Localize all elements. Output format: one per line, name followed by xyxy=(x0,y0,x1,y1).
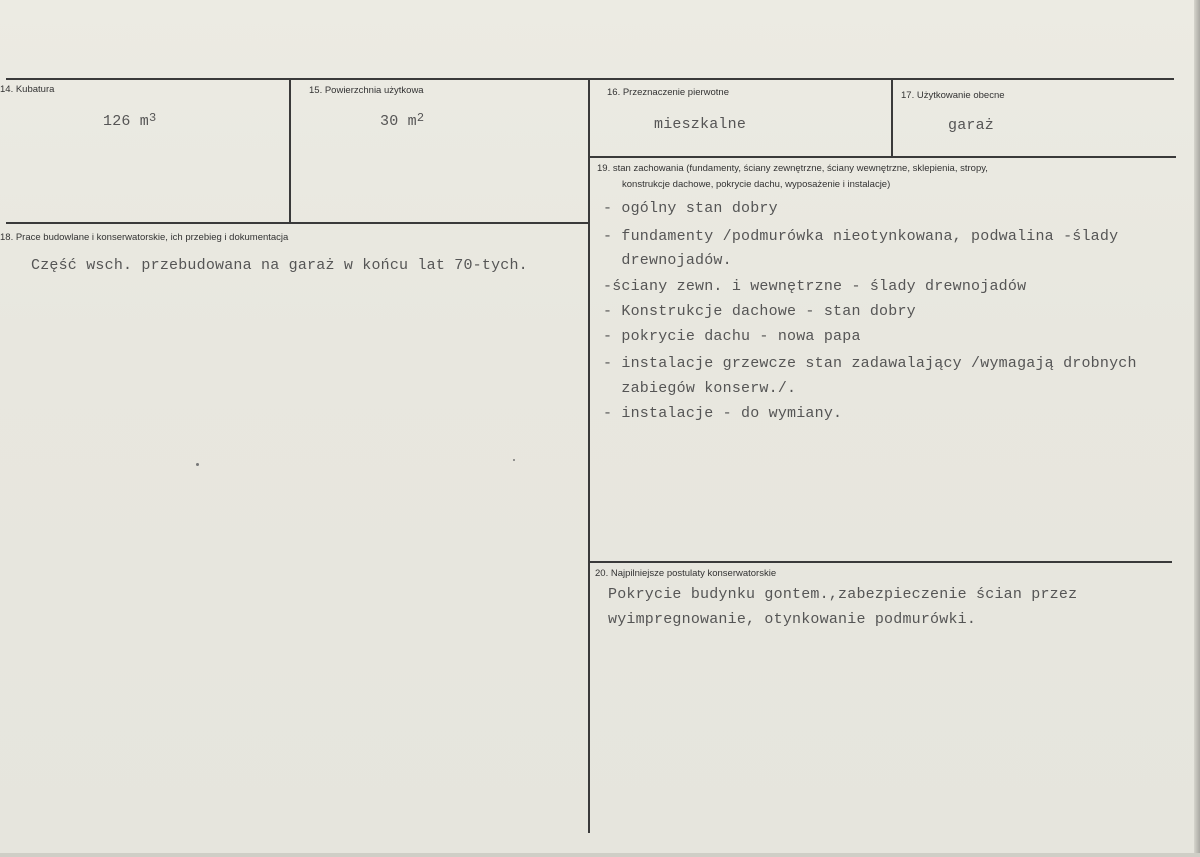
field-14-label: 14. Kubatura xyxy=(0,84,55,95)
condition-line: - fundamenty /podmurówka nieotynkowana, podwalina -ślady xyxy=(603,228,1119,245)
card-bottom-edge xyxy=(0,853,1200,857)
field-19-label-line-1: 19. stan zachowania (fundamenty, ściany zewnętrzne, ściany wewnętrzne, sklepienia, stropy, xyxy=(597,163,988,174)
field-14-value xyxy=(103,113,156,130)
field-17-value: garaż xyxy=(948,117,995,134)
field-15-label: 15. Powierzchnia użytkowa xyxy=(309,85,424,96)
field-20-label: 20. Najpilniejsze postulaty konserwatorskie xyxy=(595,568,777,579)
paper-speck xyxy=(513,459,515,461)
rule-above-20 xyxy=(590,561,1172,563)
field-17-label: 17. Użytkowanie obecne xyxy=(901,90,1005,101)
condition-line: - instalacje - do wymiany. xyxy=(603,405,843,422)
rule-under-16-17 xyxy=(590,156,1176,158)
field-20-line-2: wyimpregnowanie, otynkowanie podmurówki. xyxy=(608,611,977,628)
rule-under-14-15 xyxy=(6,222,590,224)
field-16-value: mieszkalne xyxy=(654,116,747,133)
powierzchnia-exponent: 2 xyxy=(416,111,425,125)
condition-line: drewnojadów. xyxy=(603,252,732,269)
condition-line: - ogólny stan dobry xyxy=(603,200,778,217)
field-18-value: Część wsch. przebudowana na garaż w końcu lat 70-tych. xyxy=(31,257,528,274)
divider-16-17 xyxy=(891,78,893,156)
divider-left-right xyxy=(588,78,590,833)
powierzchnia-number: 30 m xyxy=(380,113,417,130)
condition-line: - instalacje grzewcze stan zadawalający /wymagają drobnych xyxy=(603,355,1137,372)
paper-speck xyxy=(196,463,199,466)
condition-line: zabiegów konserw./. xyxy=(603,380,797,397)
kubatura-exponent: 3 xyxy=(149,111,157,125)
divider-14-15 xyxy=(289,78,291,224)
condition-line: - Konstrukcje dachowe - stan dobry xyxy=(603,303,916,320)
field-16-label: 16. Przeznaczenie pierwotne xyxy=(607,87,729,98)
top-rule xyxy=(6,78,1174,80)
field-20-line-1: Pokrycie budynku gontem.,zabezpieczenie ścian przez xyxy=(608,586,1078,603)
field-15-value xyxy=(380,113,424,130)
condition-line: - pokrycie dachu - nowa papa xyxy=(603,328,861,345)
field-19-label-line-2: konstrukcje dachowe, pokrycie dachu, wyposażenie i instalacje) xyxy=(622,179,891,190)
condition-line: -ściany zewn. i wewnętrzne - ślady drewnojadów xyxy=(603,278,1027,295)
card-right-edge xyxy=(1194,0,1200,857)
field-18-label: 18. Prace budowlane i konserwatorskie, ich przebieg i dokumentacja xyxy=(0,232,289,243)
kubatura-number: 126 m xyxy=(103,113,150,130)
